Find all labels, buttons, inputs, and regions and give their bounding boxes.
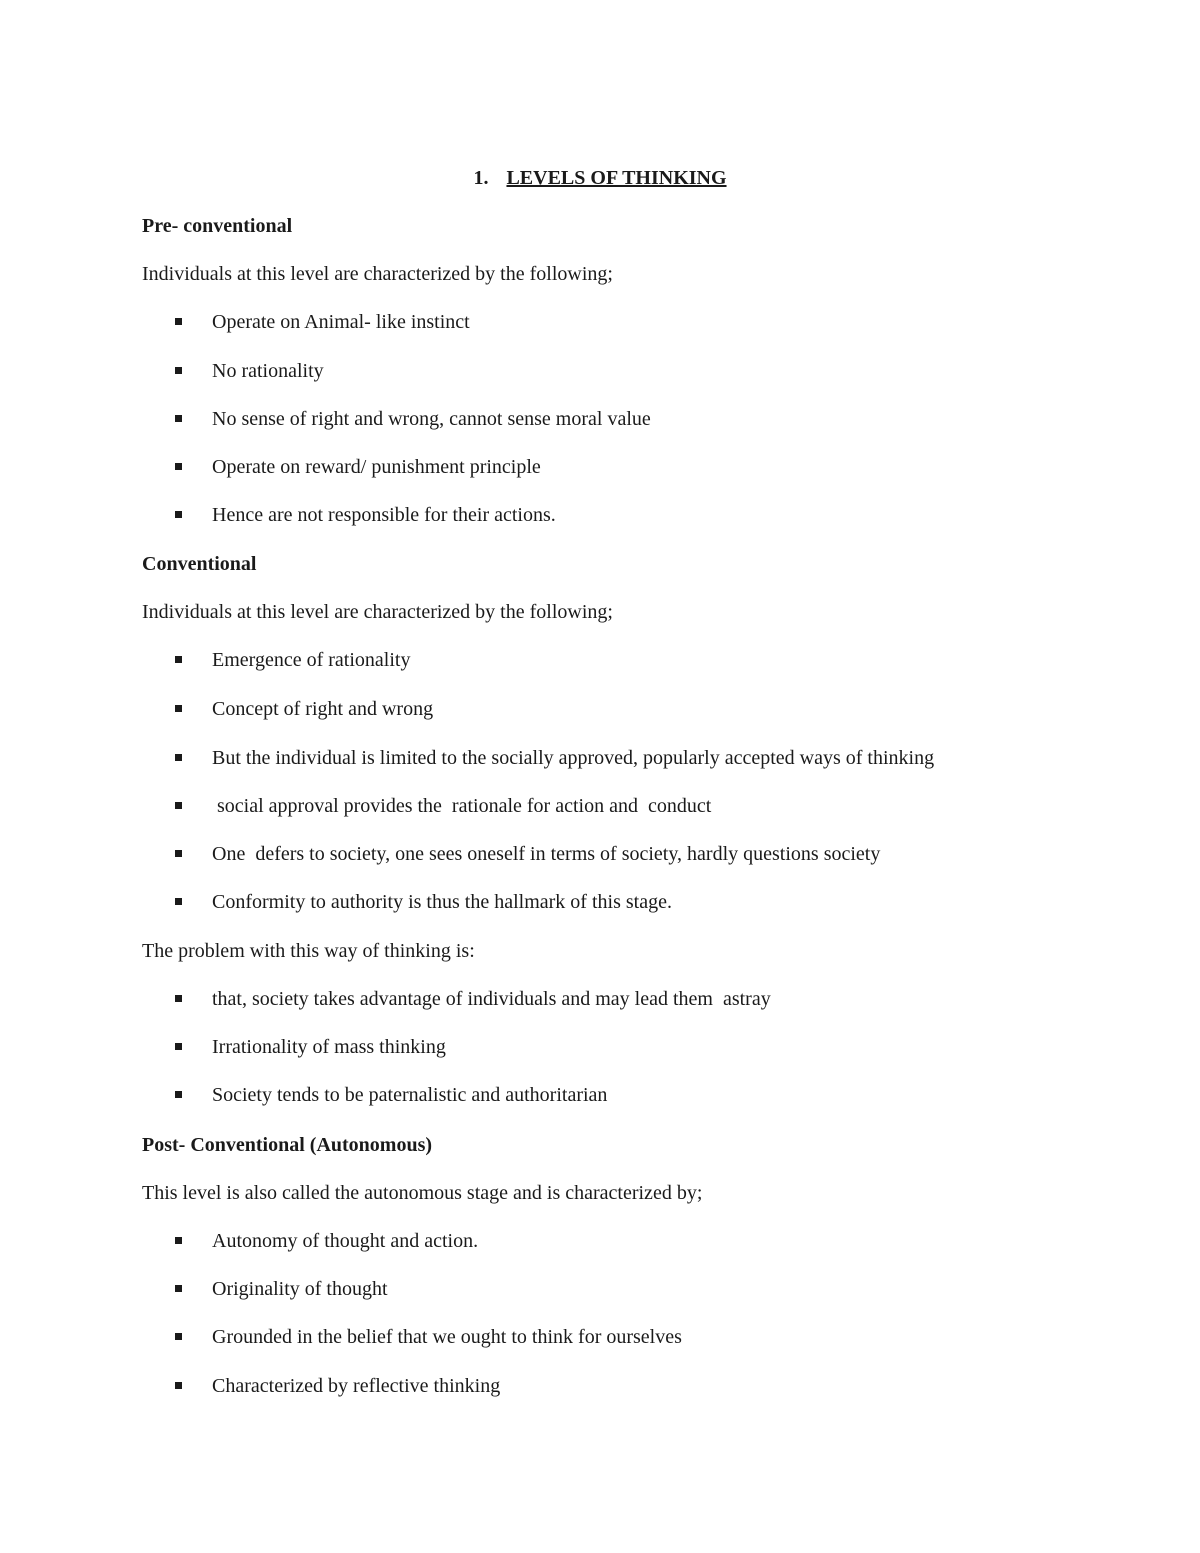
list-item <box>175 1229 479 1253</box>
list-item-text: Society tends to be paternalistic and authoritarian <box>212 1084 608 1106</box>
list-item <box>175 794 712 818</box>
list-item-text: Grounded in the belief that we ought to think for ourselves <box>212 1326 682 1348</box>
section-heading-postconventional: Post- Conventional (Autonomous) <box>142 1134 433 1156</box>
bullet-square-icon <box>175 705 182 712</box>
list-item <box>175 1277 388 1301</box>
list-item-text: Concept of right and wrong <box>212 698 434 720</box>
list-item <box>175 1083 608 1107</box>
list-item-text: social approval provides the rationale for action and conduct <box>212 795 712 817</box>
bullet-square-icon <box>175 898 182 905</box>
list-item-text: Irrationality of mass thinking <box>212 1036 446 1058</box>
list-item-text: But the individual is limited to the socially approved, popularly accepted ways of thinking <box>212 747 935 769</box>
list-item <box>175 503 556 527</box>
bullet-square-icon <box>175 367 182 374</box>
list-item <box>175 648 411 672</box>
title-text: LEVELS OF THINKING <box>506 167 727 189</box>
list-item-text: One defers to society, one sees oneself in terms of society, hardly questions society <box>212 843 881 865</box>
section-intro-postconventional: This level is also called the autonomous stage and is characterized by; <box>142 1182 703 1204</box>
bullet-square-icon <box>175 511 182 518</box>
list-item <box>175 359 324 383</box>
list-item <box>175 455 541 479</box>
list-item-text: Autonomy of thought and action. <box>212 1230 479 1252</box>
section-heading-conventional: Conventional <box>142 553 257 575</box>
section-heading-preconventional: Pre- conventional <box>142 215 293 237</box>
bullet-square-icon <box>175 1333 182 1340</box>
bullet-square-icon <box>175 850 182 857</box>
bullet-square-icon <box>175 318 182 325</box>
list-item-text: No sense of right and wrong, cannot sense moral value <box>212 408 651 430</box>
list-item <box>175 1325 682 1349</box>
list-item-text: that, society takes advantage of individuals and may lead them astray <box>212 988 771 1010</box>
bullet-square-icon <box>175 1043 182 1050</box>
problem-intro: The problem with this way of thinking is: <box>142 940 475 962</box>
list-item <box>175 310 470 334</box>
section-intro-conventional: Individuals at this level are characterized by the following; <box>142 601 613 623</box>
list-item <box>175 407 651 431</box>
list-item <box>175 1035 446 1059</box>
list-item <box>175 842 881 866</box>
list-item-text: Characterized by reflective thinking <box>212 1375 501 1397</box>
list-item <box>175 987 771 1011</box>
bullet-square-icon <box>175 463 182 470</box>
list-item-text: Originality of thought <box>212 1278 388 1300</box>
bullet-square-icon <box>175 995 182 1002</box>
bullet-square-icon <box>175 754 182 761</box>
document-title <box>0 166 1200 190</box>
bullet-square-icon <box>175 415 182 422</box>
bullet-square-icon <box>175 1285 182 1292</box>
title-number: 1. <box>473 167 489 189</box>
section-intro-preconventional: Individuals at this level are characterized by the following; <box>142 263 613 285</box>
list-item-text: Emergence of rationality <box>212 649 411 671</box>
list-item-text: No rationality <box>212 360 324 382</box>
list-item-text: Hence are not responsible for their actions. <box>212 504 556 526</box>
bullet-square-icon <box>175 656 182 663</box>
list-item <box>175 1374 501 1398</box>
list-item-text: Operate on Animal- like instinct <box>212 311 470 333</box>
list-item-text: Conformity to authority is thus the hallmark of this stage. <box>212 891 672 913</box>
list-item <box>175 746 935 770</box>
bullet-square-icon <box>175 1091 182 1098</box>
bullet-square-icon <box>175 802 182 809</box>
list-item-text: Operate on reward/ punishment principle <box>212 456 541 478</box>
bullet-square-icon <box>175 1382 182 1389</box>
list-item <box>175 890 672 914</box>
bullet-square-icon <box>175 1237 182 1244</box>
list-item <box>175 697 434 721</box>
